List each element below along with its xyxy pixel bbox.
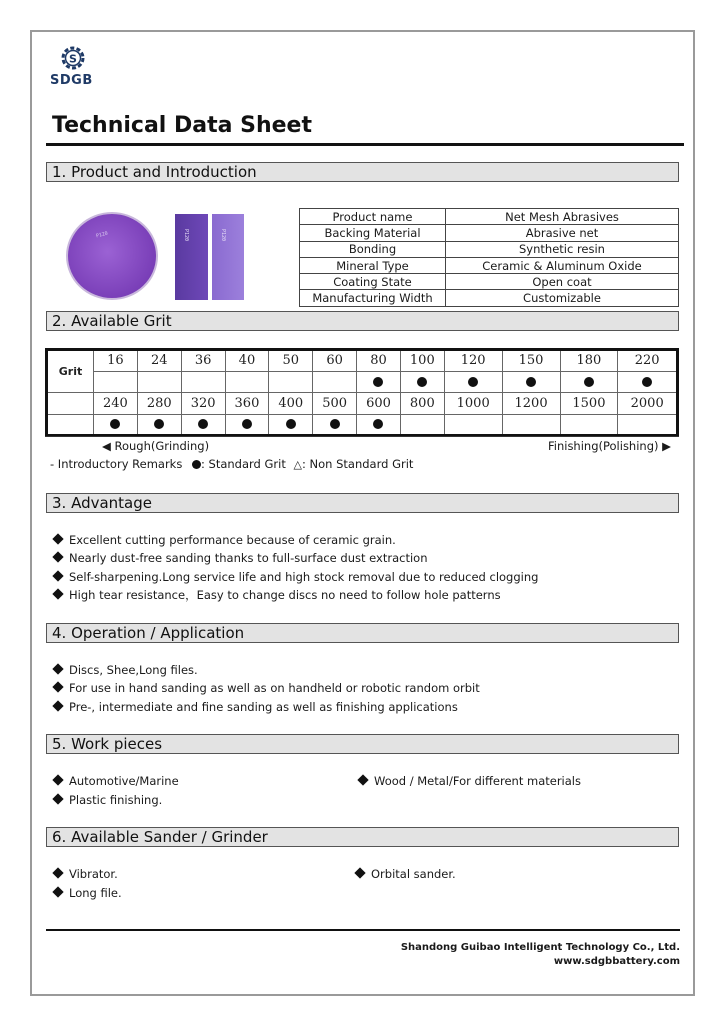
standard-dot-icon bbox=[373, 377, 383, 387]
standard-dot-icon bbox=[110, 419, 120, 429]
diamond-bullet-icon bbox=[52, 551, 63, 562]
diamond-bullet-icon bbox=[52, 886, 63, 897]
scale-rough-label: ◀ Rough(Grinding) bbox=[102, 439, 210, 453]
work-piece-text: Wood / Metal/For different materials bbox=[374, 774, 581, 788]
strip-label: P120 bbox=[220, 228, 227, 242]
section-heading-grit: 2. Available Grit bbox=[46, 311, 679, 331]
title-rule bbox=[46, 143, 684, 146]
grit-label-spacer bbox=[47, 414, 94, 436]
grit-value-cell: 280 bbox=[137, 393, 181, 415]
work-piece-item bbox=[52, 774, 179, 788]
spec-value: Customizable bbox=[446, 290, 679, 306]
standard-dot-icon bbox=[192, 460, 201, 469]
spec-row bbox=[300, 225, 679, 241]
advantage-text: Nearly dust-free sanding thanks to full-surface dust extraction bbox=[69, 551, 428, 565]
sander-text: Long file. bbox=[69, 886, 122, 900]
grit-mark-cell bbox=[502, 371, 560, 393]
grit-remarks bbox=[50, 457, 413, 471]
grit-table bbox=[45, 348, 679, 437]
footer-company: Shandong Guibao Intelligent Technology Co., Ltd. bbox=[400, 942, 680, 953]
grit-mark-cell bbox=[269, 371, 313, 393]
grit-value-cell: 36 bbox=[181, 350, 225, 372]
spec-row bbox=[300, 209, 679, 225]
spec-value: Synthetic resin bbox=[446, 241, 679, 257]
brand-logo bbox=[50, 44, 100, 88]
spec-row bbox=[300, 290, 679, 306]
sander-item bbox=[354, 867, 456, 881]
grit-mark-cell bbox=[137, 414, 181, 436]
spec-label: Backing Material bbox=[300, 225, 446, 241]
advantage-item bbox=[52, 570, 538, 584]
section-heading-advantage: 3. Advantage bbox=[46, 493, 679, 513]
grit-value-cell: 2000 bbox=[618, 393, 678, 415]
grit-value-cell: 100 bbox=[400, 350, 444, 372]
standard-dot-icon bbox=[417, 377, 427, 387]
grit-mark-cell bbox=[444, 414, 502, 436]
spec-value: Ceramic & Aluminum Oxide bbox=[446, 257, 679, 273]
grit-value-cell: 220 bbox=[618, 350, 678, 372]
standard-dot-icon bbox=[526, 377, 536, 387]
application-text: For use in hand sanding as well as on handheld or robotic random orbit bbox=[69, 681, 480, 695]
abrasive-strip-image bbox=[212, 214, 244, 300]
grit-mark-cell bbox=[269, 414, 313, 436]
spec-label: Mineral Type bbox=[300, 257, 446, 273]
grit-value-cell: 180 bbox=[560, 350, 618, 372]
advantage-item bbox=[52, 551, 427, 565]
diamond-bullet-icon bbox=[52, 663, 63, 674]
grit-value-cell: 24 bbox=[137, 350, 181, 372]
sander-item bbox=[52, 886, 122, 900]
abrasive-disc-image bbox=[66, 212, 158, 300]
grit-value-cell: 150 bbox=[502, 350, 560, 372]
grit-mark-cell bbox=[400, 414, 444, 436]
grit-value-cell: 80 bbox=[357, 350, 401, 372]
grit-value-cell: 320 bbox=[181, 393, 225, 415]
non-standard-grit-label: : Non Standard Grit bbox=[301, 457, 414, 471]
spec-row bbox=[300, 257, 679, 273]
grit-mark-cell bbox=[181, 414, 225, 436]
sander-text: Vibrator. bbox=[69, 867, 118, 881]
diamond-bullet-icon bbox=[52, 570, 63, 581]
footer-rule bbox=[46, 929, 680, 931]
standard-dot-icon bbox=[584, 377, 594, 387]
grit-value-cell: 1500 bbox=[560, 393, 618, 415]
grit-value-cell: 60 bbox=[313, 350, 357, 372]
grit-mark-cell bbox=[502, 414, 560, 436]
work-piece-text: Automotive/Marine bbox=[69, 774, 179, 788]
diamond-bullet-icon bbox=[52, 681, 63, 692]
advantage-item bbox=[52, 533, 396, 547]
grit-mark-cell bbox=[560, 371, 618, 393]
spec-row bbox=[300, 274, 679, 290]
application-item bbox=[52, 700, 458, 714]
diamond-bullet-icon bbox=[357, 774, 368, 785]
advantage-item bbox=[52, 588, 501, 602]
grit-mark-cell bbox=[618, 371, 678, 393]
diamond-bullet-icon bbox=[52, 774, 63, 785]
grit-mark-cell bbox=[225, 414, 269, 436]
grit-mark-cell bbox=[444, 371, 502, 393]
grit-value-cell: 360 bbox=[225, 393, 269, 415]
application-item bbox=[52, 681, 480, 695]
grit-marks-row bbox=[47, 371, 678, 393]
grit-mark-cell bbox=[225, 371, 269, 393]
grit-mark-cell bbox=[560, 414, 618, 436]
spec-row bbox=[300, 241, 679, 257]
grit-value-cell: 500 bbox=[313, 393, 357, 415]
grit-mark-cell bbox=[137, 371, 181, 393]
diamond-bullet-icon bbox=[52, 867, 63, 878]
work-piece-item bbox=[52, 793, 162, 807]
spec-label: Bonding bbox=[300, 241, 446, 257]
grit-value-cell: 16 bbox=[94, 350, 138, 372]
application-text: Pre-, intermediate and fine sanding as well as finishing applications bbox=[69, 700, 458, 714]
disc-label: P120 bbox=[95, 230, 109, 240]
standard-dot-icon bbox=[642, 377, 652, 387]
spec-label: Product name bbox=[300, 209, 446, 225]
grit-mark-cell bbox=[94, 371, 138, 393]
spec-value: Net Mesh Abrasives bbox=[446, 209, 679, 225]
standard-dot-icon bbox=[330, 419, 340, 429]
section-heading-sander: 6. Available Sander / Grinder bbox=[46, 827, 679, 847]
grit-value-cell: 800 bbox=[400, 393, 444, 415]
grit-mark-cell bbox=[94, 414, 138, 436]
spec-value: Abrasive net bbox=[446, 225, 679, 241]
standard-dot-icon bbox=[198, 419, 208, 429]
standard-dot-icon bbox=[154, 419, 164, 429]
work-piece-item bbox=[357, 774, 581, 788]
sander-item bbox=[52, 867, 118, 881]
grit-values-row bbox=[47, 393, 678, 415]
grit-value-cell: 1000 bbox=[444, 393, 502, 415]
scale-rule bbox=[45, 436, 679, 437]
grit-mark-cell bbox=[313, 371, 357, 393]
svg-text:S: S bbox=[69, 52, 77, 66]
remarks-prefix: - Introductory Remarks bbox=[50, 457, 183, 471]
standard-grit-label: : Standard Grit bbox=[201, 457, 286, 471]
spec-value: Open coat bbox=[446, 274, 679, 290]
scale-finishing-label: Finishing(Polishing) ▶ bbox=[547, 439, 671, 453]
grit-value-cell: 240 bbox=[94, 393, 138, 415]
spec-table bbox=[299, 208, 679, 307]
grit-value-cell: 50 bbox=[269, 350, 313, 372]
grit-label: Grit bbox=[47, 350, 94, 393]
sander-text: Orbital sander. bbox=[371, 867, 456, 881]
grit-marks-row bbox=[47, 414, 678, 436]
footer-website[interactable]: www.sdgbbattery.com bbox=[553, 956, 680, 967]
section-heading-work-pieces: 5. Work pieces bbox=[46, 734, 679, 754]
grit-value-cell: 1200 bbox=[502, 393, 560, 415]
diamond-bullet-icon bbox=[52, 588, 63, 599]
grit-mark-cell bbox=[357, 371, 401, 393]
section-heading-application: 4. Operation / Application bbox=[46, 623, 679, 643]
grit-values-row bbox=[47, 350, 678, 372]
standard-dot-icon bbox=[286, 419, 296, 429]
grit-value-cell: 400 bbox=[269, 393, 313, 415]
grit-value-cell: 40 bbox=[225, 350, 269, 372]
brand-logo-text: SDGB bbox=[50, 73, 93, 88]
advantage-text: Excellent cutting performance because of ceramic grain. bbox=[69, 533, 396, 547]
strip-label: P120 bbox=[183, 228, 190, 242]
non-standard-triangle-icon: △ bbox=[293, 458, 302, 471]
spec-label: Manufacturing Width bbox=[300, 290, 446, 306]
application-item bbox=[52, 663, 198, 677]
gear-logo-icon bbox=[58, 44, 88, 72]
grit-mark-cell bbox=[313, 414, 357, 436]
spec-label: Coating State bbox=[300, 274, 446, 290]
grit-mark-cell bbox=[618, 414, 678, 436]
grit-value-cell: 600 bbox=[357, 393, 401, 415]
page-title: Technical Data Sheet bbox=[52, 113, 312, 138]
advantage-text: Self-sharpening.Long service life and high stock removal due to reduced clogging bbox=[69, 570, 539, 584]
diamond-bullet-icon bbox=[354, 867, 365, 878]
grit-label-spacer bbox=[47, 393, 94, 415]
standard-dot-icon bbox=[468, 377, 478, 387]
grit-mark-cell bbox=[357, 414, 401, 436]
grit-mark-cell bbox=[400, 371, 444, 393]
standard-dot-icon bbox=[373, 419, 383, 429]
diamond-bullet-icon bbox=[52, 533, 63, 544]
standard-dot-icon bbox=[242, 419, 252, 429]
grit-value-cell: 120 bbox=[444, 350, 502, 372]
advantage-text: High tear resistance，Easy to change discs no need to follow hole patterns bbox=[69, 588, 501, 602]
work-piece-text: Plastic finishing. bbox=[69, 793, 163, 807]
application-text: Discs, Shee,Long files. bbox=[69, 663, 198, 677]
abrasive-strip-image bbox=[175, 214, 208, 300]
diamond-bullet-icon bbox=[52, 700, 63, 711]
diamond-bullet-icon bbox=[52, 793, 63, 804]
grit-mark-cell bbox=[181, 371, 225, 393]
section-heading-product: 1. Product and Introduction bbox=[46, 162, 679, 182]
